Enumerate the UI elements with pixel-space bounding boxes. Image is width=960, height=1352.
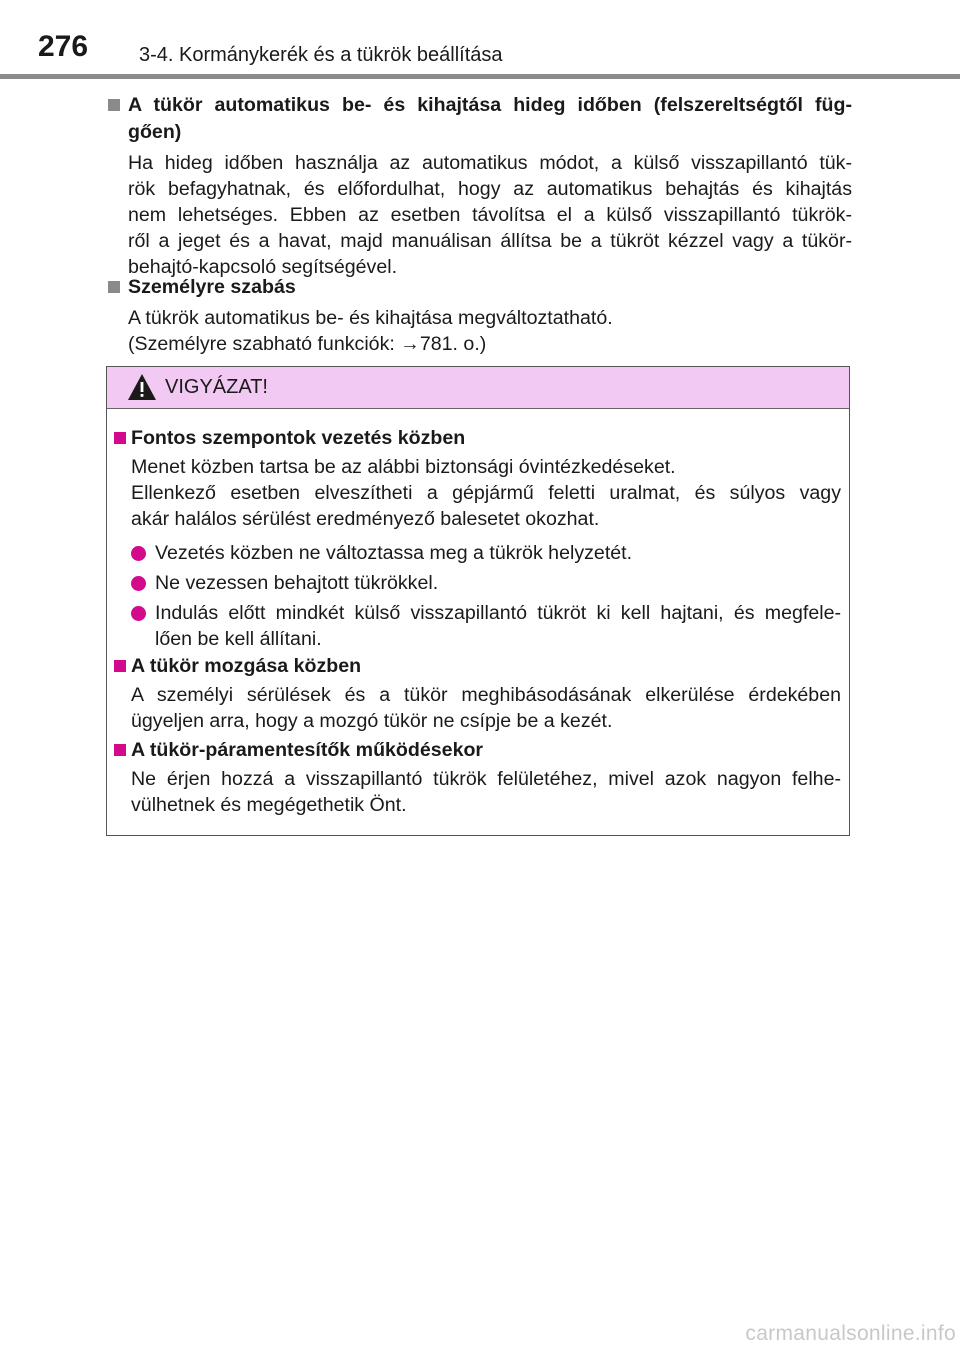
list-item: Indulás előtt mindkét külső visszapillantó tükröt ki kell hajtani, és megfele- lően be kell állítani. [111, 600, 841, 652]
watermark: carmanualsonline.info [745, 1322, 956, 1345]
section-title: A tükör automatikus be- és kihajtása hideg időben (felszereltségtől füg- gően) [106, 92, 852, 146]
chapter-title: 3-4. Kormánykerék és a tükrök beállítása [139, 44, 503, 66]
warning-header [107, 367, 849, 409]
warning-item-body: Menet közben tartsa be az alábbi biztonsági óvintézkedéseket. Ellenkező esetben elveszítheti a gépjármű feletti uralmat, és súlyos vagy akár halálos sérülést eredményező balesetet okozhat. [131, 456, 841, 530]
warning-item-defogger [111, 737, 841, 818]
warning-label: VIGYÁZAT! [165, 376, 268, 398]
bullet-dot-icon [131, 576, 146, 591]
warning-item-title: A tükör-páramentesítők működésekor [111, 737, 841, 763]
warning-marker-icon [114, 744, 126, 756]
section-marker-icon [108, 99, 120, 111]
warning-item-body: Ne érjen hozzá a visszapillantó tükrök felületéhez, mivel azok nagyon felhe- vülhetnek és megégethetik Önt. [131, 768, 841, 816]
warning-item-driving [111, 425, 841, 652]
section-title: Személyre szabás [106, 274, 852, 301]
warning-marker-icon [114, 660, 126, 672]
warning-item-body: A személyi sérülések és a tükör meghibásodásának elkerülése érdekében ügyeljen arra, hogy a mozgó tükör ne csípje be a kezét. [131, 684, 841, 732]
header-divider [0, 74, 960, 79]
section-body: A tükrök automatikus be- és kihajtása megváltoztatható. (Személyre szabható funkciók: →781. o.) [128, 307, 613, 355]
section-cold-weather [106, 92, 852, 280]
bullet-dot-icon [131, 546, 146, 561]
warning-triangle-icon [127, 373, 157, 401]
section-body: Ha hideg időben használja az automatikus módot, a külső visszapillantó tük- rök befagyhatnak, és előfordulhat, hogy az automatikus behajtás és kihajtás nem lehetséges. Ebben az esetben távolítsa el a külső visszapillantó tükrök- ről a jeget és a havat, majd manuálisan állítsa be a tükröt kézzel vagy a tükör- behajtó-kapcsoló segítségével. [128, 152, 852, 278]
list-item: Ne vezessen behajtott tükrökkel. [111, 570, 841, 596]
page-number: 276 [38, 30, 89, 63]
bullet-dot-icon [131, 606, 146, 621]
warning-marker-icon [114, 432, 126, 444]
warning-item-mirror-moving [111, 653, 841, 734]
section-marker-icon [108, 281, 120, 293]
page-header [0, 0, 960, 80]
list-item: Vezetés közben ne változtassa meg a tükrök helyzetét. [111, 540, 841, 566]
warning-box [106, 366, 850, 836]
warning-item-title: Fontos szempontok vezetés közben [111, 425, 841, 451]
bullet-list [111, 540, 841, 652]
section-customization [106, 274, 852, 357]
warning-item-title: A tükör mozgása közben [111, 653, 841, 679]
